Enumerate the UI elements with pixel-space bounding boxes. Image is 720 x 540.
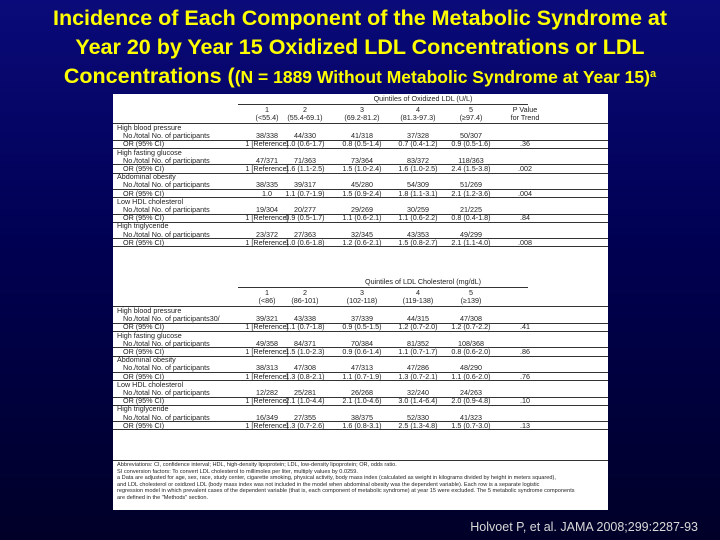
count-value: 21/225 bbox=[460, 205, 482, 214]
count-value: 73/364 bbox=[351, 155, 373, 165]
row-rule bbox=[113, 429, 608, 430]
count-value: 38/338 bbox=[256, 131, 278, 141]
count-value: 45/280 bbox=[351, 180, 373, 190]
or-value: 0.7 (0.4-1.2) bbox=[398, 139, 438, 149]
or-value: 1.0 bbox=[262, 188, 272, 198]
count-value: 29/269 bbox=[351, 205, 373, 214]
column-number: 4 bbox=[416, 104, 420, 114]
column-range: (<55.4) bbox=[255, 112, 279, 122]
results-table bbox=[113, 94, 608, 510]
column-number: 4 bbox=[416, 287, 420, 297]
row-rule bbox=[113, 173, 608, 174]
column-range: (55.4-69.1) bbox=[287, 112, 323, 122]
title-line-3b: (N = 1889 Without Metabolic Syndrome at Year 15) bbox=[234, 67, 650, 87]
or-value: 1.6 (1.0-2.5) bbox=[398, 164, 438, 173]
count-value: 41/318 bbox=[351, 131, 373, 141]
or-value: 1 [Reference] bbox=[245, 347, 289, 356]
count-value: 49/299 bbox=[460, 229, 482, 239]
or-value: 1 [Reference] bbox=[245, 164, 289, 173]
column-number: 3 bbox=[360, 287, 364, 297]
count-value: 39/317 bbox=[294, 180, 316, 190]
p-value: .84 bbox=[520, 213, 530, 223]
column-number: 2 bbox=[303, 287, 307, 297]
column-range: (86-101) bbox=[291, 295, 319, 305]
p-value: .10 bbox=[520, 396, 530, 406]
p-value: .36 bbox=[520, 139, 530, 149]
or-value: 3.0 (1.4-6.4) bbox=[398, 396, 438, 406]
or-value: 1.5 (1.0-2.4) bbox=[342, 164, 382, 173]
row-label: No./total No. of participants bbox=[123, 412, 210, 422]
count-value: 16/349 bbox=[256, 412, 278, 422]
or-value: 1.2 (0.7-2.2) bbox=[451, 322, 491, 332]
p-value: .41 bbox=[520, 322, 530, 332]
row-label: No./total No. of participants bbox=[123, 229, 210, 239]
row-label: No./total No. of participants bbox=[123, 388, 210, 397]
footnote: SI conversion factors: To convert LDL cholesterol to millimoles per liter, multiply values by 0.0259. bbox=[117, 468, 358, 475]
p-value: .13 bbox=[520, 420, 530, 430]
or-value: 0.9 (0.6-1.4) bbox=[342, 347, 382, 356]
or-value: 1.1 (0.7-1.9) bbox=[342, 371, 382, 381]
row-rule bbox=[113, 222, 608, 223]
count-value: 27/355 bbox=[294, 412, 316, 422]
footnote: and LDL cholesterol or oxidized LDL (body mass index was not included in the model when abdominal obesity was the dependent variable). Each row is a separate logistic bbox=[117, 481, 540, 488]
or-value: 1 [Reference] bbox=[245, 396, 289, 406]
or-value: 1.6 (1.1-2.5) bbox=[285, 164, 325, 173]
component-name: High fasting glucose bbox=[117, 330, 182, 340]
row-rule bbox=[113, 356, 608, 357]
component-name: Abdominal obesity bbox=[117, 355, 176, 365]
or-value: 1.3 (0.7-2.1) bbox=[398, 371, 438, 381]
row-label: OR (95% CI) bbox=[123, 322, 165, 332]
title-line-1: Incidence of Each Component of the Metabolic Syndrome at bbox=[52, 6, 668, 30]
or-value: 0.8 (0.6-2.0) bbox=[451, 347, 491, 356]
or-value: 2.1 (1.0-4.6) bbox=[342, 396, 382, 406]
or-value: 1.3 (0.7-2.6) bbox=[285, 420, 325, 430]
column-range: (81.3-97.3) bbox=[400, 112, 436, 122]
group-header: Quintiles of LDL Cholesterol (mg/dL) bbox=[365, 277, 481, 286]
or-value: 1.3 (0.8-2.1) bbox=[285, 371, 325, 381]
p-value: .004 bbox=[518, 188, 532, 198]
component-name: High blood pressure bbox=[117, 306, 182, 315]
count-value: 81/352 bbox=[407, 338, 429, 348]
column-number: 3 bbox=[360, 104, 364, 114]
row-rule bbox=[113, 197, 608, 198]
count-value: 44/330 bbox=[294, 131, 316, 141]
or-value: 0.9 (0.5-1.6) bbox=[451, 139, 491, 149]
row-label: No./total No. of participants bbox=[123, 205, 210, 214]
column-number: 5 bbox=[469, 287, 473, 297]
or-value: 2.1 (1.1-4.0) bbox=[451, 237, 491, 247]
row-label: No./total No. of participants bbox=[123, 338, 210, 348]
column-range: (69.2-81.2) bbox=[344, 112, 380, 122]
row-label: No./total No. of participants bbox=[123, 131, 210, 141]
column-number: 1 bbox=[265, 287, 269, 297]
row-label: OR (95% CI) bbox=[123, 420, 165, 430]
count-value: 27/363 bbox=[294, 229, 316, 239]
component-name: Abdominal obesity bbox=[117, 172, 176, 182]
component-name: High blood pressure bbox=[117, 123, 182, 132]
or-value: 1.1 (0.6-2.1) bbox=[342, 213, 382, 223]
or-value: 1.5 (0.9-2.4) bbox=[342, 188, 382, 198]
row-rule bbox=[113, 148, 608, 149]
or-value: 0.8 (0.4-1.8) bbox=[451, 213, 491, 223]
or-value: 0.8 (0.5-1.4) bbox=[342, 139, 382, 149]
count-value: 51/269 bbox=[460, 180, 482, 190]
or-value: 0.9 (0.5-1.5) bbox=[342, 322, 382, 332]
row-label: OR (95% CI) bbox=[123, 347, 165, 356]
count-value: 32/240 bbox=[407, 388, 429, 397]
row-label: No./total No. of participants bbox=[123, 155, 210, 165]
or-value: 1 [Reference] bbox=[245, 237, 289, 247]
row-label: OR (95% CI) bbox=[123, 371, 165, 381]
p-value: .008 bbox=[518, 237, 532, 247]
component-name: High fasting glucose bbox=[117, 147, 182, 157]
row-label: OR (95% CI) bbox=[123, 237, 165, 247]
slide-title bbox=[6, 4, 714, 92]
count-value: 19/304 bbox=[256, 205, 278, 214]
count-value: 71/363 bbox=[294, 155, 316, 165]
component-name: Low HDL cholesterol bbox=[117, 379, 184, 389]
row-label: OR (95% CI) bbox=[123, 396, 165, 406]
or-value: 1.1 (0.6-2.2) bbox=[398, 213, 438, 223]
count-value: 39/321 bbox=[256, 314, 278, 324]
count-value: 50/307 bbox=[460, 131, 482, 141]
component-name: Low HDL cholesterol bbox=[117, 196, 184, 206]
column-range: (102-118) bbox=[346, 295, 378, 305]
or-value: 1.5 (0.8-2.7) bbox=[398, 237, 438, 247]
count-value: 83/372 bbox=[407, 155, 429, 165]
count-value: 20/277 bbox=[294, 205, 316, 214]
count-value: 38/313 bbox=[256, 363, 278, 373]
column-number: 5 bbox=[469, 104, 473, 114]
row-label: OR (95% CI) bbox=[123, 139, 165, 149]
or-value: 1.1 (0.7-1.8) bbox=[285, 322, 325, 332]
header-rule bbox=[113, 306, 608, 307]
or-value: 1.2 (0.7-2.0) bbox=[398, 322, 438, 332]
component-name: High triglyceride bbox=[117, 404, 169, 414]
count-value: 26/268 bbox=[351, 388, 373, 397]
or-value: 1.5 (1.0-2.3) bbox=[285, 347, 325, 356]
group-header-rule bbox=[238, 287, 528, 288]
footnote: regression model in which prevalent cases of the dependent variable (that is, each component of metabolic syndrome) at year 15 were excluded. The 5 metabolic syndrome components bbox=[117, 488, 575, 495]
p-value: .002 bbox=[518, 164, 532, 173]
or-value: 1.8 (1.1-3.1) bbox=[398, 188, 438, 198]
or-value: 2.0 (0.9-4.8) bbox=[451, 396, 491, 406]
footnote: Abbreviations: CI, confidence interval; HDL, high-density lipoprotein; LDL, low-density lipoprotein; OR, odds ratio. bbox=[117, 462, 397, 468]
or-value: 1.0 (0.6-1.8) bbox=[285, 237, 325, 247]
or-value: 1 [Reference] bbox=[245, 213, 289, 223]
or-value: 1 [Reference] bbox=[245, 420, 289, 430]
count-value: 24/263 bbox=[460, 388, 482, 397]
column-number: 1 bbox=[265, 104, 269, 114]
or-value: 2.1 (1.0-4.4) bbox=[285, 396, 325, 406]
count-value: 43/338 bbox=[294, 314, 316, 324]
title-line-3a: Concentrations ( bbox=[63, 64, 235, 88]
count-value: 108/368 bbox=[458, 338, 484, 348]
or-value: 2.5 (1.3-4.8) bbox=[398, 420, 438, 430]
count-value: 47/313 bbox=[351, 363, 373, 373]
or-value: 1 [Reference] bbox=[245, 139, 289, 149]
count-value: 47/308 bbox=[460, 314, 482, 324]
group-header-rule bbox=[238, 104, 528, 105]
count-value: 37/339 bbox=[351, 314, 373, 324]
or-value: 1.6 (0.8-3.1) bbox=[342, 420, 382, 430]
or-value: 1 [Reference] bbox=[245, 371, 289, 381]
title-line-2: Year 20 by Year 15 Oxidized LDL Concentrations or LDL bbox=[75, 35, 645, 59]
footnote-rule bbox=[113, 460, 608, 461]
count-value: 43/353 bbox=[407, 229, 429, 239]
row-label: No./total No. of participants30/ bbox=[123, 314, 220, 324]
footnote: are defined in the "Methods" section. bbox=[117, 495, 209, 501]
count-value: 38/335 bbox=[256, 180, 278, 190]
or-value: 1.1 (0.7-1.9) bbox=[285, 188, 325, 198]
row-label: OR (95% CI) bbox=[123, 213, 165, 223]
or-value: 1.0 (0.6-1.7) bbox=[285, 139, 325, 149]
row-rule bbox=[113, 405, 608, 406]
row-rule bbox=[113, 380, 608, 381]
count-value: 32/345 bbox=[351, 229, 373, 239]
count-value: 70/384 bbox=[351, 338, 373, 348]
row-label: No./total No. of participants bbox=[123, 180, 210, 190]
row-rule bbox=[113, 331, 608, 332]
count-value: 25/281 bbox=[294, 388, 316, 397]
column-range: (119-138) bbox=[402, 295, 434, 305]
count-value: 41/323 bbox=[460, 412, 482, 422]
count-value: 47/371 bbox=[256, 155, 278, 165]
or-value: 0.9 (0.5-1.7) bbox=[285, 213, 325, 223]
count-value: 44/315 bbox=[407, 314, 429, 324]
column-range: (≥139) bbox=[460, 295, 482, 305]
count-value: 12/282 bbox=[256, 388, 278, 397]
count-value: 118/363 bbox=[458, 155, 484, 165]
or-value: 2.1 (1.2-3.6) bbox=[451, 188, 491, 198]
or-value: 1 [Reference] bbox=[245, 322, 289, 332]
count-value: 37/328 bbox=[407, 131, 429, 141]
row-label: No./total No. of participants bbox=[123, 363, 210, 373]
column-number: 2 bbox=[303, 104, 307, 114]
p-value: .76 bbox=[520, 371, 530, 381]
column-range: (<86) bbox=[258, 295, 276, 305]
count-value: 47/286 bbox=[407, 363, 429, 373]
count-value: 30/259 bbox=[407, 205, 429, 214]
pvalue-header: P Value bbox=[512, 104, 538, 114]
count-value: 38/375 bbox=[351, 412, 373, 422]
count-value: 49/358 bbox=[256, 338, 278, 348]
or-value: 1.1 (0.6-2.0) bbox=[451, 371, 491, 381]
column-range: (≥97.4) bbox=[459, 112, 483, 122]
count-value: 47/308 bbox=[294, 363, 316, 373]
citation: Holvoet P, et al. JAMA 2008;299:2287-93 bbox=[470, 520, 698, 534]
or-value: 1.1 (0.7-1.7) bbox=[398, 347, 438, 356]
title-line-3 bbox=[6, 62, 714, 92]
or-value: 1.2 (0.6-2.1) bbox=[342, 237, 382, 247]
p-value: .86 bbox=[520, 347, 530, 356]
row-label: OR (95% CI) bbox=[123, 188, 165, 198]
count-value: 48/290 bbox=[460, 363, 482, 373]
row-label: OR (95% CI) bbox=[123, 164, 165, 173]
count-value: 84/371 bbox=[294, 338, 316, 348]
footnote: a Data are adjusted for age, sex, race, study center, cigarette smoking, physical activity, body mass index (calculated as weight in kilograms divided by height in meters squared), bbox=[117, 475, 556, 482]
or-value: 2.4 (1.5-3.8) bbox=[451, 164, 491, 173]
group-header: Quintiles of Oxidized LDL (U/L) bbox=[373, 94, 473, 103]
header-rule bbox=[113, 123, 608, 124]
count-value: 23/372 bbox=[256, 229, 278, 239]
row-rule bbox=[113, 246, 608, 247]
count-value: 54/309 bbox=[407, 180, 429, 190]
or-value: 1.5 (0.7-3.0) bbox=[451, 420, 491, 430]
count-value: 52/330 bbox=[407, 412, 429, 422]
pvalue-header: for Trend bbox=[510, 112, 540, 122]
title-superscript: a bbox=[649, 68, 657, 80]
component-name: High triglyceride bbox=[117, 221, 169, 231]
